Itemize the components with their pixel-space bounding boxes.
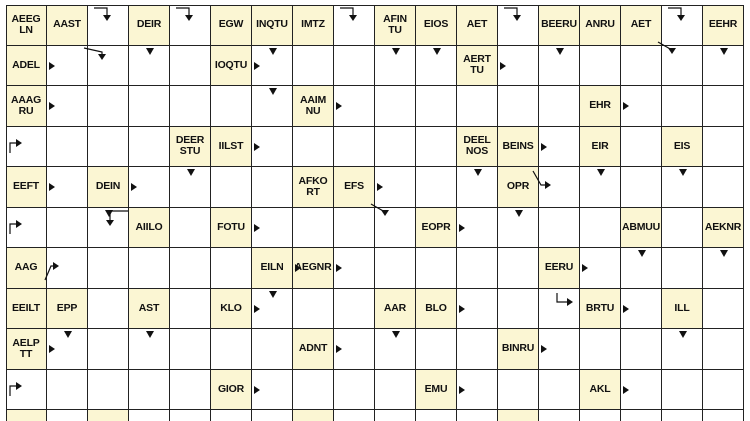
- clue-cell: [457, 127, 498, 168]
- answer-cell[interactable]: [662, 86, 703, 127]
- clue-cell: [580, 127, 621, 168]
- clue-text: BINRU: [501, 342, 535, 355]
- answer-cell[interactable]: [662, 46, 703, 87]
- right-arrow-icon: [49, 62, 55, 70]
- down-arrow-icon: [187, 169, 195, 176]
- clue-text: ADNT: [298, 342, 328, 355]
- clue-cell: [211, 127, 252, 168]
- clue-cell: [293, 86, 334, 127]
- clue-text: AFIN TU: [383, 12, 407, 36]
- grid-border-top: [6, 5, 744, 6]
- clue-cell: [88, 167, 129, 208]
- answer-cell[interactable]: [170, 370, 211, 411]
- clue-text: EIS: [673, 139, 691, 152]
- clue-cell: [580, 86, 621, 127]
- clue-text: IILST: [218, 139, 244, 152]
- clue-text: [88, 410, 128, 421]
- clue-cell: [6, 5, 47, 46]
- clue-text: BLO: [425, 301, 447, 314]
- right-arrow-icon: [336, 345, 342, 353]
- down-arrow-icon: [679, 331, 687, 338]
- answer-cell[interactable]: [211, 86, 252, 127]
- down-arrow-icon: [269, 48, 277, 55]
- right-arrow-icon: [623, 386, 629, 394]
- arrow-crossword-grid: [6, 5, 749, 421]
- clue-text: BEINS: [502, 139, 534, 152]
- down-arrow-icon: [392, 331, 400, 338]
- right-arrow-icon: [582, 264, 588, 272]
- clue-text: EEFT: [12, 180, 40, 193]
- clue-cell: [416, 370, 457, 411]
- answer-cell[interactable]: [539, 86, 580, 127]
- clue-text: EFS: [344, 180, 364, 193]
- answer-cell[interactable]: [170, 5, 211, 46]
- answer-cell[interactable]: [662, 5, 703, 46]
- clue-text: AAIM NU: [299, 93, 327, 117]
- answer-cell[interactable]: [334, 127, 375, 168]
- answer-cell[interactable]: [88, 370, 129, 411]
- clue-text: AKL: [589, 382, 611, 395]
- clue-cell: [47, 289, 88, 330]
- clue-cell: [621, 208, 662, 249]
- clue-text: EHR: [589, 99, 611, 112]
- clue-cell: [6, 289, 47, 330]
- answer-cell[interactable]: [539, 167, 580, 208]
- clue-text: ILL: [674, 301, 690, 314]
- answer-cell[interactable]: [211, 410, 252, 421]
- clue-cell: [703, 208, 744, 249]
- answer-cell[interactable]: [88, 329, 129, 370]
- down-arrow-icon: [720, 48, 728, 55]
- clue-text: ANRU: [585, 18, 615, 31]
- clue-text: AEEG LN: [11, 12, 41, 36]
- answer-cell[interactable]: [539, 410, 580, 421]
- clue-cell: [6, 410, 47, 421]
- clue-cell: [375, 289, 416, 330]
- right-arrow-icon: [336, 102, 342, 110]
- answer-cell[interactable]: [293, 289, 334, 330]
- clue-text: DEIR: [136, 18, 162, 31]
- answer-cell[interactable]: [375, 248, 416, 289]
- clue-cell: [375, 5, 416, 46]
- answer-cell[interactable]: [88, 5, 129, 46]
- clue-cell: [293, 410, 334, 421]
- answer-cell[interactable]: [293, 208, 334, 249]
- answer-cell[interactable]: [47, 370, 88, 411]
- answer-cell[interactable]: [211, 329, 252, 370]
- answer-cell[interactable]: [375, 127, 416, 168]
- clue-cell: [621, 5, 662, 46]
- clue-cell: [211, 289, 252, 330]
- clue-text: AAR: [383, 301, 407, 314]
- answer-cell[interactable]: [293, 370, 334, 411]
- answer-cell[interactable]: [416, 329, 457, 370]
- clue-text: AAST: [53, 18, 81, 31]
- answer-cell[interactable]: [170, 289, 211, 330]
- clue-text: [293, 410, 333, 421]
- clue-cell: [6, 46, 47, 87]
- clue-text: DEIN: [95, 180, 121, 193]
- clue-text: EEILT: [12, 301, 40, 314]
- answer-cell[interactable]: [170, 86, 211, 127]
- answer-cell[interactable]: [457, 86, 498, 127]
- answer-cell[interactable]: [129, 248, 170, 289]
- clue-cell: [170, 127, 211, 168]
- clue-cell: [6, 167, 47, 208]
- clue-text: BEERU: [541, 18, 577, 31]
- down-arrow-icon: [105, 210, 113, 217]
- clue-cell: [416, 5, 457, 46]
- clue-text: AERT TU: [463, 53, 491, 77]
- clue-cell: [293, 167, 334, 208]
- answer-cell[interactable]: [170, 248, 211, 289]
- clue-cell: [211, 370, 252, 411]
- right-arrow-icon: [49, 345, 55, 353]
- down-arrow-icon: [597, 169, 605, 176]
- clue-text: AEKNR: [704, 220, 742, 233]
- answer-cell[interactable]: [170, 329, 211, 370]
- clue-text: AET: [466, 18, 488, 31]
- clue-text: EGW: [218, 18, 244, 31]
- right-arrow-icon: [254, 143, 260, 151]
- clue-cell: [498, 329, 539, 370]
- clue-text: INQTU: [256, 18, 288, 31]
- answer-cell[interactable]: [621, 329, 662, 370]
- answer-cell[interactable]: [621, 167, 662, 208]
- clue-text: AEGNR: [294, 261, 332, 274]
- clue-cell: [334, 167, 375, 208]
- answer-cell[interactable]: [539, 208, 580, 249]
- answer-cell[interactable]: [129, 370, 170, 411]
- answer-cell[interactable]: [88, 248, 129, 289]
- down-arrow-icon: [474, 169, 482, 176]
- answer-cell[interactable]: [580, 208, 621, 249]
- answer-cell[interactable]: [539, 289, 580, 330]
- answer-cell[interactable]: [129, 86, 170, 127]
- clue-cell: [498, 167, 539, 208]
- clue-text: DEEL NOS: [463, 134, 491, 158]
- answer-cell[interactable]: [539, 370, 580, 411]
- answer-cell[interactable]: [293, 127, 334, 168]
- right-arrow-icon: [254, 386, 260, 394]
- clue-cell: [211, 5, 252, 46]
- clue-cell: [129, 5, 170, 46]
- clue-cell: [6, 329, 47, 370]
- answer-cell[interactable]: [457, 410, 498, 421]
- clue-text: AET: [630, 18, 652, 31]
- answer-cell[interactable]: [416, 127, 457, 168]
- answer-cell[interactable]: [334, 289, 375, 330]
- answer-cell[interactable]: [703, 410, 744, 421]
- answer-cell[interactable]: [170, 208, 211, 249]
- clue-text: EPP: [56, 301, 78, 314]
- clue-text: EILN: [260, 261, 284, 274]
- clue-cell: [539, 5, 580, 46]
- answer-cell[interactable]: [416, 410, 457, 421]
- clue-text: EERU: [544, 261, 574, 274]
- answer-cell[interactable]: [662, 370, 703, 411]
- answer-cell[interactable]: [498, 248, 539, 289]
- answer-cell[interactable]: [88, 127, 129, 168]
- answer-cell[interactable]: [457, 248, 498, 289]
- answer-cell[interactable]: [416, 248, 457, 289]
- right-arrow-icon: [49, 102, 55, 110]
- right-arrow-icon: [377, 183, 383, 191]
- answer-cell[interactable]: [252, 167, 293, 208]
- answer-cell[interactable]: [498, 86, 539, 127]
- answer-cell[interactable]: [703, 167, 744, 208]
- clue-text: AFKO RT: [298, 174, 328, 198]
- right-arrow-icon: [254, 224, 260, 232]
- answer-cell[interactable]: [703, 289, 744, 330]
- down-arrow-icon: [638, 250, 646, 257]
- down-arrow-icon: [720, 250, 728, 257]
- answer-cell[interactable]: [211, 167, 252, 208]
- clue-cell: [129, 208, 170, 249]
- answer-cell[interactable]: [170, 46, 211, 87]
- answer-cell[interactable]: [334, 410, 375, 421]
- answer-cell[interactable]: [129, 127, 170, 168]
- clue-cell: [580, 5, 621, 46]
- answer-cell[interactable]: [662, 410, 703, 421]
- answer-cell[interactable]: [375, 410, 416, 421]
- clue-text: AAAG RU: [10, 93, 42, 117]
- clue-text: AAG: [14, 261, 38, 274]
- right-arrow-icon: [459, 305, 465, 313]
- right-arrow-icon: [541, 345, 547, 353]
- answer-cell[interactable]: [6, 370, 47, 411]
- answer-cell[interactable]: [621, 127, 662, 168]
- clue-cell: [47, 5, 88, 46]
- grid-border-left: [6, 5, 7, 421]
- right-arrow-icon: [336, 264, 342, 272]
- clue-cell: [498, 127, 539, 168]
- clue-text: EOPR: [421, 220, 451, 233]
- right-arrow-icon: [459, 224, 465, 232]
- answer-cell[interactable]: [621, 410, 662, 421]
- clue-cell: [88, 410, 129, 421]
- answer-cell[interactable]: [703, 329, 744, 370]
- down-arrow-icon: [392, 48, 400, 55]
- clue-cell: [252, 5, 293, 46]
- answer-cell[interactable]: [334, 5, 375, 46]
- clue-cell: [252, 248, 293, 289]
- clue-cell: [662, 127, 703, 168]
- clue-cell: [457, 5, 498, 46]
- clue-cell: [293, 329, 334, 370]
- clue-cell: [293, 5, 334, 46]
- answer-cell[interactable]: [416, 167, 457, 208]
- answer-cell[interactable]: [703, 86, 744, 127]
- clue-text: AIILO: [135, 220, 163, 233]
- answer-cell[interactable]: [375, 86, 416, 127]
- down-arrow-icon: [146, 331, 154, 338]
- answer-cell[interactable]: [416, 86, 457, 127]
- answer-cell[interactable]: [334, 208, 375, 249]
- clue-cell: [457, 46, 498, 87]
- clue-cell: [129, 289, 170, 330]
- clue-cell: [416, 208, 457, 249]
- answer-cell[interactable]: [498, 370, 539, 411]
- down-arrow-icon: [679, 169, 687, 176]
- answer-cell[interactable]: [47, 410, 88, 421]
- down-arrow-icon: [556, 48, 564, 55]
- clue-text: FOTU: [217, 220, 245, 233]
- right-arrow-icon: [131, 183, 137, 191]
- answer-cell[interactable]: [580, 46, 621, 87]
- answer-cell[interactable]: [703, 370, 744, 411]
- answer-cell[interactable]: [211, 248, 252, 289]
- answer-cell[interactable]: [88, 289, 129, 330]
- answer-cell[interactable]: [129, 410, 170, 421]
- clue-cell: [211, 208, 252, 249]
- answer-cell[interactable]: [252, 329, 293, 370]
- answer-cell[interactable]: [375, 370, 416, 411]
- clue-text: KLO: [220, 301, 242, 314]
- down-arrow-icon: [64, 331, 72, 338]
- answer-cell[interactable]: [498, 289, 539, 330]
- right-arrow-icon: [623, 305, 629, 313]
- down-arrow-icon: [269, 88, 277, 95]
- clue-text: BRTU: [585, 301, 615, 314]
- clue-text: IOQTU: [214, 58, 248, 71]
- answer-cell[interactable]: [252, 410, 293, 421]
- answer-cell[interactable]: [293, 46, 334, 87]
- answer-cell[interactable]: [375, 208, 416, 249]
- clue-text: IMTZ: [301, 18, 325, 31]
- clue-cell: [662, 289, 703, 330]
- answer-cell[interactable]: [170, 410, 211, 421]
- answer-cell[interactable]: [621, 46, 662, 87]
- right-arrow-icon: [459, 386, 465, 394]
- clue-text: EMU: [424, 382, 448, 395]
- right-arrow-icon: [295, 264, 301, 272]
- clue-cell: [580, 370, 621, 411]
- answer-cell[interactable]: [457, 329, 498, 370]
- right-arrow-icon: [623, 102, 629, 110]
- answer-cell[interactable]: [580, 410, 621, 421]
- clue-text: AST: [138, 301, 160, 314]
- clue-cell: [6, 248, 47, 289]
- right-arrow-icon: [254, 305, 260, 313]
- answer-cell[interactable]: [334, 46, 375, 87]
- right-arrow-icon: [49, 183, 55, 191]
- clue-cell: [211, 46, 252, 87]
- answer-cell[interactable]: [88, 46, 129, 87]
- clue-text: DEER STU: [175, 134, 205, 158]
- clue-text: EIR: [591, 139, 609, 152]
- down-arrow-icon: [515, 210, 523, 217]
- answer-cell[interactable]: [6, 208, 47, 249]
- answer-cell[interactable]: [703, 127, 744, 168]
- clue-text: ADEL: [12, 58, 40, 71]
- clue-text: AELP TT: [12, 336, 40, 360]
- down-arrow-icon: [269, 291, 277, 298]
- answer-cell[interactable]: [47, 248, 88, 289]
- clue-cell: [703, 5, 744, 46]
- answer-cell[interactable]: [662, 248, 703, 289]
- clue-text: EIOS: [423, 18, 449, 31]
- clue-cell: [6, 86, 47, 127]
- right-arrow-icon: [541, 143, 547, 151]
- right-arrow-icon: [254, 62, 260, 70]
- right-arrow-icon: [500, 62, 506, 70]
- answer-cell[interactable]: [47, 208, 88, 249]
- answer-cell[interactable]: [498, 5, 539, 46]
- clue-cell: [416, 289, 457, 330]
- clue-text: [6, 410, 46, 421]
- clue-text: ABMUU: [621, 220, 661, 233]
- clue-cell: [580, 289, 621, 330]
- clue-cell: [539, 248, 580, 289]
- answer-cell[interactable]: [6, 127, 47, 168]
- answer-cell[interactable]: [88, 86, 129, 127]
- answer-cell[interactable]: [334, 370, 375, 411]
- down-arrow-icon: [433, 48, 441, 55]
- answer-cell[interactable]: [662, 208, 703, 249]
- answer-cell[interactable]: [580, 329, 621, 370]
- clue-text: EEHR: [708, 18, 738, 31]
- clue-text: GIOR: [217, 382, 245, 395]
- answer-cell[interactable]: [47, 127, 88, 168]
- down-arrow-icon: [146, 48, 154, 55]
- clue-cell: [498, 410, 539, 421]
- clue-text: [498, 410, 538, 421]
- clue-text: OPR: [506, 180, 530, 193]
